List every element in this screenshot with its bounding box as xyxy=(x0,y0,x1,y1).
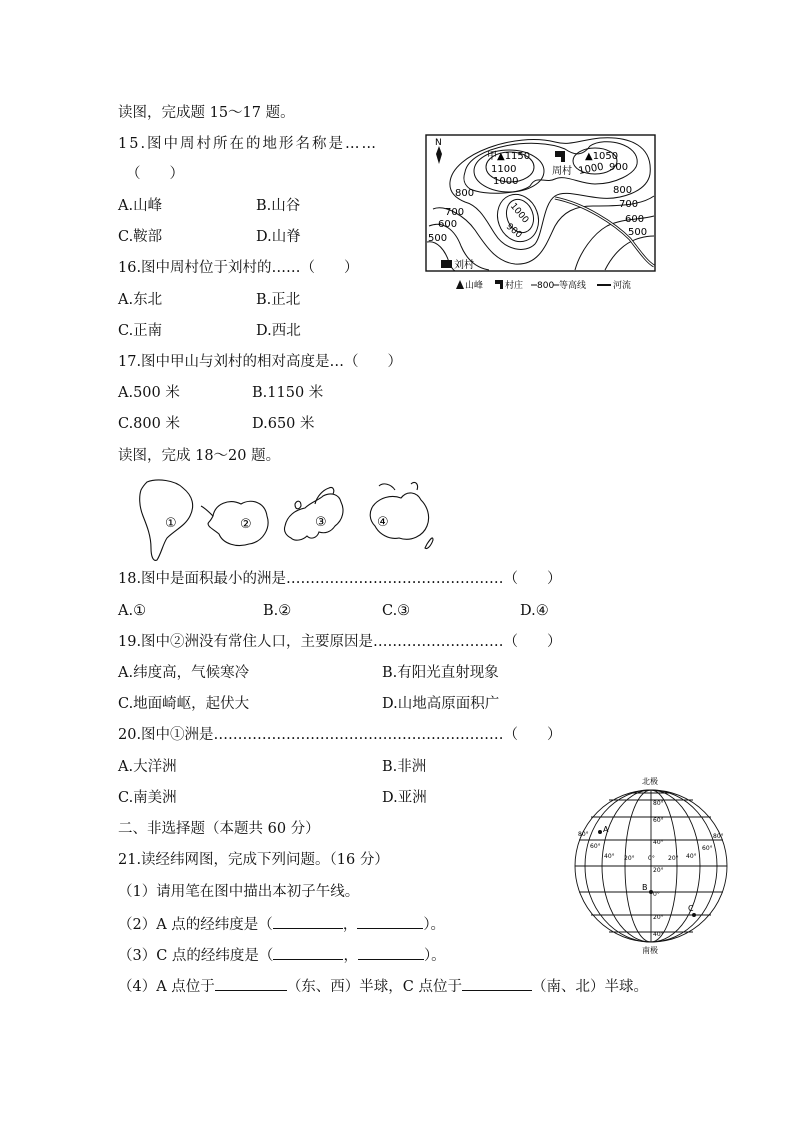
q18-option-a: A.① xyxy=(118,603,147,619)
q17-option-c: C.800 米 xyxy=(118,416,180,432)
legend-river: 河流 xyxy=(613,281,632,291)
continent-mark-3: ③ xyxy=(315,515,327,530)
q20-stem: 20.图中①洲是……………………………………………………（ ） xyxy=(118,727,562,743)
new-zealand xyxy=(425,538,433,549)
contour-500-right xyxy=(605,236,654,270)
lat-label-60n: 60° xyxy=(653,817,664,824)
contour-label-500-right: 500 xyxy=(628,227,648,238)
q15-option-d: D.山脊 xyxy=(256,229,301,245)
zhoucun-label: 周村 xyxy=(552,166,572,177)
legend-peak: 山峰 xyxy=(465,281,484,291)
lat-label-0: 0° xyxy=(653,891,660,898)
antarctica-peninsula xyxy=(201,506,213,516)
section-heading-non-choice: 二、非选择题（本题共 60 分） xyxy=(118,821,320,837)
q15-option-b: B.山谷 xyxy=(256,198,301,214)
q19-option-c: C.地面崎岖，起伏大 xyxy=(118,696,250,712)
c-point-latitude-blank[interactable] xyxy=(358,945,424,960)
a-point-latitude-blank[interactable] xyxy=(357,914,423,929)
continent-europe-shape xyxy=(284,494,343,540)
lat-label-20s: 20° xyxy=(653,914,664,921)
contour-label-700-right: 700 xyxy=(619,199,639,210)
a-point-hemisphere-blank[interactable] xyxy=(215,976,287,991)
legend-contour: 等高线 xyxy=(559,281,587,291)
q20-option-a: A.大洋洲 xyxy=(118,759,177,775)
contour-label-600-right: 600 xyxy=(625,214,645,225)
q16-option-c: C.正南 xyxy=(118,323,163,339)
q19-option-b: B.有阳光直射现象 xyxy=(382,665,499,681)
lon-label-20e: 20° xyxy=(668,855,679,862)
legend-village: 村庄 xyxy=(505,281,524,291)
q21-stem: 21.读经纬网图，完成下列问题。（16 分） xyxy=(118,852,389,868)
lat-label-40s: 40° xyxy=(653,931,664,938)
continent-mark-1: ① xyxy=(165,516,177,531)
q21-part2-comma: ， xyxy=(342,917,358,933)
lon-label-80w: 80° xyxy=(578,831,589,838)
contour-label-800-right: 800 xyxy=(613,185,633,196)
q21-part3-prefix: （3）C 点的经纬度是（ xyxy=(118,948,274,964)
contour-label-600-left: 600 xyxy=(438,219,458,230)
legend-contour-sample: 800 xyxy=(537,281,555,291)
point-c-label: C xyxy=(688,904,694,913)
australia-islands xyxy=(379,482,418,490)
contour-label-basin-1000: 1000 xyxy=(507,201,531,226)
intro-18-20: 读图，完成 18～20 题。 xyxy=(118,448,281,464)
peak-1050-label: ▲1050 xyxy=(585,151,619,162)
contour-label-700-left: 700 xyxy=(445,207,465,218)
q17-option-a: A.500 米 xyxy=(118,385,180,401)
point-a-marker xyxy=(598,830,602,834)
c-point-longitude-blank[interactable] xyxy=(273,945,343,960)
q15-option-c: C.鞍部 xyxy=(118,229,163,245)
contour-label-500-left: 500 xyxy=(428,233,448,244)
north-arrow-icon xyxy=(436,146,442,164)
q19-option-a: A.纬度高，气候寒冷 xyxy=(118,665,250,681)
q19-stem: 19.图中②洲没有常住人口，主要原因是………………………（ ） xyxy=(118,634,562,650)
lat-label-40n: 40° xyxy=(653,839,664,846)
lon-label-80e: 80° xyxy=(713,833,724,840)
q16-stem: 16.图中周村位于刘村的……（ ） xyxy=(118,260,359,276)
continent-mark-4: ④ xyxy=(377,515,389,530)
north-pole-label: 北极 xyxy=(642,777,658,786)
q21-part4-a: （4）A 点位于 xyxy=(118,979,215,995)
contour-label-1000: 1000 xyxy=(493,176,519,187)
contour-label-900-right: 900 xyxy=(609,162,629,173)
q18-stem: 18.图中是面积最小的洲是………………………………………（ ） xyxy=(118,571,562,587)
lat-label-80n: 80° xyxy=(653,800,664,807)
lat-label-20n: 20° xyxy=(653,867,664,874)
q16-option-d: D.西北 xyxy=(256,323,301,339)
peak-jia-label: 甲▲1150 xyxy=(487,151,531,162)
q15-stem: 15.图中周村所在的地形名称是…… xyxy=(118,136,379,152)
intro-15-17: 读图，完成题 15～17 题。 xyxy=(118,105,295,121)
liucun-village-icon xyxy=(441,260,452,268)
q16-option-a: A.东北 xyxy=(118,292,163,308)
continent-antarctica-shape xyxy=(208,501,268,545)
q15-option-a: A.山峰 xyxy=(118,198,163,214)
contour-label-1100: 1100 xyxy=(491,164,517,175)
contour-map xyxy=(425,134,657,292)
graticule-globe xyxy=(570,774,732,956)
q21-part4-c: （南、北）半球。 xyxy=(532,979,649,995)
zhoucun-village-icon-stem xyxy=(561,151,565,162)
q21-part4-b: （东、西）半球，C 点位于 xyxy=(286,979,463,995)
q21-part1: （1）请用笔在图中描出本初子午线。 xyxy=(118,884,360,900)
point-b-label: B xyxy=(642,883,648,892)
q17-stem: 17.图中甲山与刘村的相对高度是…（ ） xyxy=(118,354,403,370)
lon-label-60e: 60° xyxy=(702,845,713,852)
q20-option-b: B.非洲 xyxy=(382,759,427,775)
q19-option-d: D.山地高原面积广 xyxy=(382,696,500,712)
q20-option-d: D.亚洲 xyxy=(382,790,427,806)
q21-part2-close: ）。 xyxy=(423,917,446,933)
liucun-label: 刘村 xyxy=(454,260,474,271)
point-c-marker xyxy=(692,913,696,917)
continent-mark-2: ② xyxy=(240,517,252,532)
q21-part4 xyxy=(118,976,648,996)
lon-label-60w: 60° xyxy=(590,843,601,850)
contour-label-800-left: 800 xyxy=(455,188,475,199)
lon-label-40w: 40° xyxy=(604,853,615,860)
q20-option-c: C.南美洲 xyxy=(118,790,177,806)
lon-label-0: 0° xyxy=(648,855,655,862)
lon-label-40e: 40° xyxy=(686,853,697,860)
legend-peak-icon xyxy=(456,280,464,289)
contour-label-basin-900: 900 xyxy=(503,221,524,241)
q16-option-b: B.正北 xyxy=(256,292,301,308)
q21-part2-prefix: （2）A 点的经纬度是（ xyxy=(118,917,273,933)
q18-option-c: C.③ xyxy=(382,603,411,619)
q18-option-b: B.② xyxy=(263,603,292,619)
q18-option-d: D.④ xyxy=(520,603,549,619)
q21-part3 xyxy=(118,945,446,965)
a-point-longitude-blank[interactable] xyxy=(273,914,343,929)
c-point-hemisphere-blank[interactable] xyxy=(462,976,532,991)
q21-part2 xyxy=(118,914,445,934)
q17-option-d: D.650 米 xyxy=(252,416,315,432)
q21-part3-close: ）。 xyxy=(423,948,446,964)
south-pole-label: 南极 xyxy=(642,946,658,955)
continents-figure xyxy=(135,476,435,564)
q17-option-b: B.1150 米 xyxy=(252,385,324,401)
lon-label-20w: 20° xyxy=(624,855,635,862)
q15-paren: （ ） xyxy=(126,166,184,182)
q21-part3-comma: ， xyxy=(343,948,358,964)
europe-uk xyxy=(295,501,301,509)
legend-village-icon-stem xyxy=(500,280,503,289)
contour-label-1000-right: 1000 xyxy=(577,161,605,177)
point-a-label: A xyxy=(603,825,609,834)
north-label: N xyxy=(435,138,442,148)
